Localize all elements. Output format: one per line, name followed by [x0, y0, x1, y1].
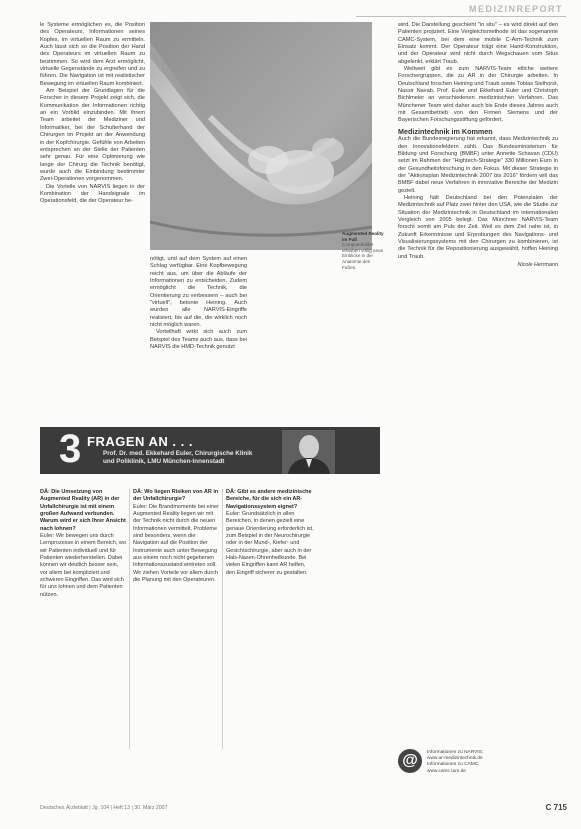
- info-link[interactable]: www.ar-medizintechnik.de: [427, 756, 483, 762]
- paragraph: Vorteilhaft wirkt sich auch zum Beispiel des Teams auch aus, dass bei NARVIS die HMD-Technik genutzt: [150, 329, 247, 351]
- answer: Euler: Die Brandmomente bei einer Augmented Reality liegen wir mit der Technik nicht durch die neuen Informationen vermittelt. Probleme sind besonders, wenn die Navigation auf die Position der Instrumente auch unter Bewegung aus einem noch nicht gegebenen Informationszustand eintreten soll. Wir ziehen Vorteile vor allem durch die Planung mit den Operateuren.: [133, 503, 219, 584]
- qa-column-1: [40, 489, 126, 599]
- paragraph: wird. Die Darstellung geschieht "in situ" – es wird direkt auf den Patienten projiziert. Eine Vergleichsmethode ist das sogenannte CAMC-System, bei dem eine mobile C-Arm-Technik zum Einsatz kommt. Der Operateur trägt eine Hand-Konstruktion, und der Operateur wird nicht durch Wegschauen vom Situs abgelenkt, erklärt Traub.: [398, 22, 558, 65]
- section-label: MEDIZINREPORT: [468, 4, 563, 14]
- answer: Euler: Wir bewegen uns durch Lernprozesse in einem Bereich, wo wir Patienten individuell und für Patienten wiederherstellen. Dabei können wir deutlich besser sein, vor allem bei kompliziert und schweren Eingriffen. Das wird sich für uns lohnen und dem Patienten nützen.: [40, 533, 126, 598]
- question: DÄ: Gibt es andere medizinische Bereiche, für die sich ein AR-Navigationssystem eignet?: [226, 489, 312, 510]
- info-text: [427, 750, 483, 775]
- question: DÄ: Die Umsetzung von Augmented Reality (AR) in der Unfallchirurgie ist mit einem großen Aufwand verbunden. Warum wird er sich Ihrer Ansicht nach lohnen?: [40, 489, 126, 532]
- info-line: Informationen zu CAMC:: [427, 762, 480, 768]
- ar-foot-image: [150, 22, 372, 250]
- paragraph: Auch die Bundesregierung hat erkannt, dass Medizintechnik zu den Innovationsfeldern zählt. Das Bundesministerium für Bildung und Forschung (BMBF) unter Annette Schavan (CDU) setzt im Rahmen der "Hightech-Strategie" 330 Millionen Euro in der Gesundheitsforschung in den Fokus. Mit dieser Strategie in der "Aktionsplan Medizintechnik 2007 bis 2016" fördern will das BMBF dabei neue Verfahren in innovative Bereiche der Medizin gezielt.: [398, 136, 558, 194]
- author-name: Nicole Herrmann: [517, 262, 558, 268]
- article-column-3: [398, 22, 558, 269]
- info-line: Informationen zu NARVIS:: [427, 750, 484, 755]
- caption-title: Augmented Reality im Fuß: [342, 231, 384, 242]
- xray-illustration: [150, 22, 372, 250]
- footer-citation: Deutsches Ärzteblatt | Jg. 104 | Heft 13 | 30. März 2007: [40, 805, 168, 811]
- portrait-photo: [282, 430, 335, 474]
- qa-column-3: [226, 489, 314, 577]
- answer: Euler: Grundsätzlich in allen Bereichen, in denen gezielt eine genaue Orientierung erforderlich ist, zum Beispiel in der Neurochirurgie oder in der Mund-, Kiefer- und Gesichtschirurgie, aber auch in der Hals-Nasen-Ohrenheilkunde. Bei vielen Eingriffen kann AR helfen, den Eingriff sicherer zu gestalten.: [226, 511, 314, 576]
- banner-subtitle-line: Prof. Dr. med. Ekkehard Euler, Chirurgische Klinik: [103, 450, 253, 457]
- header-rule: [356, 16, 566, 17]
- column-divider: [222, 489, 223, 749]
- info-box: [398, 749, 558, 785]
- image-caption: [342, 231, 384, 270]
- qa-column-2: [133, 489, 219, 584]
- subheading: Medizintechnik im Kommen: [398, 126, 493, 136]
- at-sign-icon: @: [398, 749, 422, 773]
- article-column-2: [150, 256, 247, 351]
- banner-subtitle: [103, 450, 252, 466]
- paragraph: Die Vorteile von NARVIS liegen in der Kombination der Handsignale im Operationsfeld, die der Operateur be-: [40, 183, 145, 205]
- paragraph: Am Beispiel der Grundlagen für die Forscher in diesem Projekt zeigt sich, die Kommunikation der Informationen richtig an ein Vorbild einzubinden. Mit ihrem Team arbeitet der Mediziner und Informatiker, bei der Schulterhand der Chirurgen im Projekt an der Anwendung in der Kopfchirurgie. Gefühle von Arbeiten entsprechen an der Stelle der Patienten sehr genau. Für eine Optimierung wie lange der Chirurg die Technik benötigt, wurde auch die Einbindung bestimmter Zwei-Operationen vorgenommen.: [40, 88, 145, 183]
- paragraph: Weltweit gibt es zum NARVIS-Team etliche weitere Forschergruppen, die zu AR in der Chirurgie arbeiten. In Deutschland forschen Heining und Traub sowie Tobias Sielhorst, Nassir Navab, Prof. Euler und Ekkehard Euler und Christoph Bichlmeier an verschiedenen medizinischen Verfahren. Das Münchener Team wird daher auch bis Ende dieses Jahres auch mit Gesamtbetrieb von den Firmen Siemens und der Bayerischen Forschungsstiftung gefördert.: [398, 66, 558, 124]
- info-link[interactable]: www.camc.tum.de: [427, 768, 466, 774]
- banner-subtitle-line: und Poliklinik, LMU München-Innenstadt: [103, 458, 225, 465]
- caption-text: Computerbilder erlauben völlig neue Einblicke in die Anatomie des Fußes.: [342, 242, 384, 270]
- paragraph: le Systeme ermöglichen es, die Position des Operateurs, Informationen seines Kopfes, im virtuellen Raum zu ermitteln. Auch lässt sich so die Position der Hand des Operateurs im virtuellen Raum zu bestimmen. So wird dem Arzt ermöglicht, virtuelle Gegenstände zu ergreifen und zu führen. Die Navigation ist mit realistischer Bewegung im virtuellen Raum kombiniert.: [40, 22, 145, 87]
- banner-title: FRAGEN AN . . .: [87, 434, 193, 449]
- banner-number: 3: [59, 427, 82, 471]
- paragraph: nötigt, und auf dem System auf einen Schlag verfügbar. Eine Kopfbewegung reicht aus, um über die Abläufe der Informationen zu entscheiden. Zudem ermöglicht die Technik, die Orientierung zu verbessern – auch bei "virtuell", betonte Heining. Auch wurden alle NARVIS-Eingriffe realisiert, bis auf die, die wirklich noch nicht möglich waren.: [150, 256, 247, 329]
- question: DÄ: Wo liegen Risiken von AR in der Unfallchirurgie?: [133, 489, 219, 503]
- article-column-1: [40, 22, 145, 206]
- column-divider: [129, 489, 130, 749]
- portrait-illustration: [282, 430, 335, 474]
- page-number: C 715: [545, 803, 567, 812]
- paragraph: Heining hält Deutschland bei den Potenzialen der Medizintechnik auf Platz zwei hinter den USA, wie die Studie zur Situation der Medizintechnik in Deutschland im internationalen Vergleich von 2005 belegt. Das Münchner NARVIS-Team forscht somit am Puls der Zeit. Weil es dem Ziel nahe ist, in Zukunft Erkenntnisse und Erprobungen des Navigations- und Visualisierungssystems mit den Chirurgen zu kombinieren, ist die Technik für die Repositionierung ausgewählt, hoffen Heining und Traub.: [398, 194, 558, 260]
